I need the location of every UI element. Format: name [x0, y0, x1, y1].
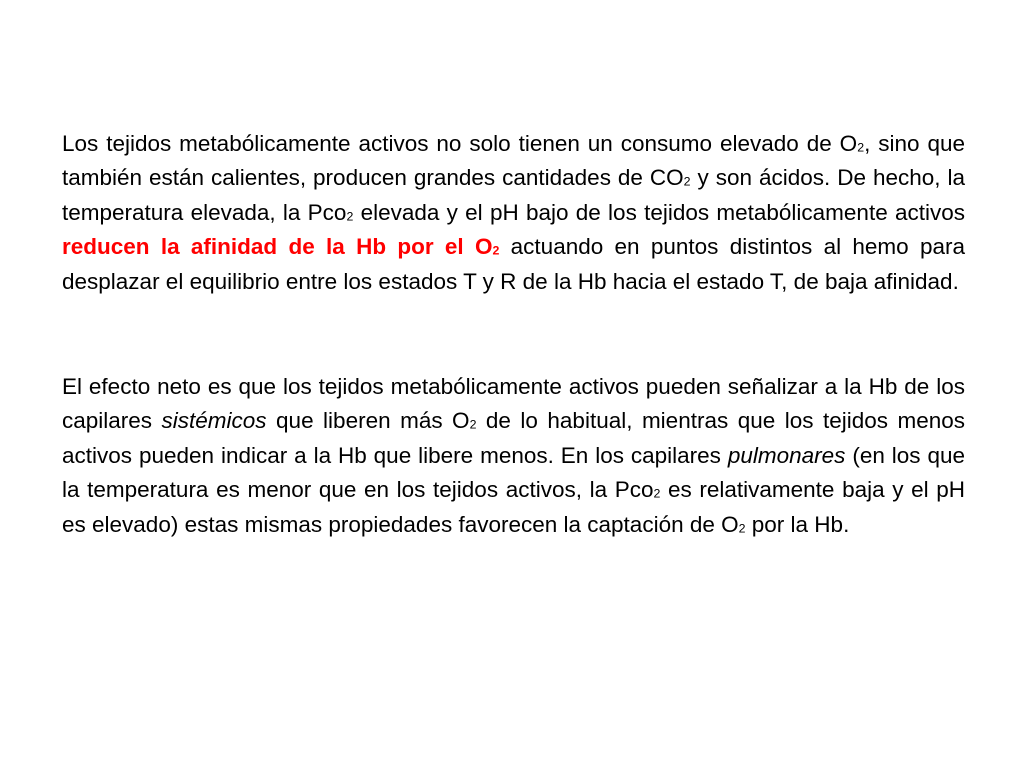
p1-subscript-1: 2 — [857, 140, 865, 155]
p1-text-5: actuando en puntos distintos al hemo para desplazar el equilibrio entre los estados T y R de la Hb hacia el estado T, de baja afinidad. — [62, 234, 965, 294]
p1-text-4: elevada y el pH bajo de los tejidos metabólicamente activos — [353, 199, 966, 225]
p2-subscript-1: 2 — [469, 418, 477, 433]
p1-highlight-text: reducen la afinidad de la Hb por el O — [62, 234, 493, 260]
p2-text-5: es relativamente baja y el pH es elevado) estas mismas propiedades favorecen la captación de O — [62, 477, 965, 537]
p1-highlight-subscript: 2 — [492, 243, 500, 258]
p2-text-6: por la Hb. — [745, 511, 850, 537]
paragraph-2 — [62, 370, 965, 542]
p1-text-3: y son ácidos. De hecho, la temperatura elevada, la Pco — [62, 165, 966, 225]
p2-italic-2: pulmonares — [727, 442, 846, 468]
p2-italic-1: sistémicos — [161, 408, 267, 434]
p2-subscript-3: 2 — [738, 521, 746, 536]
p1-text-2: , sino que también están calientes, producen grandes cantidades de CO — [62, 131, 965, 191]
p1-subscript-3: 2 — [346, 209, 354, 224]
p2-text-4: (en los que la temperatura es menor que en los tejidos activos, la Pco — [62, 442, 966, 503]
p1-subscript-2: 2 — [683, 175, 691, 190]
p2-text-1: El efecto neto es que los tejidos metabólicamente activos pueden señalizar a la Hb de los capilares — [62, 374, 965, 434]
p2-text-3: de lo habitual, mientras que los tejidos menos activos pueden indicar a la Hb que libere menos. En los capilares — [62, 408, 965, 468]
paragraph-1 — [62, 127, 965, 299]
p2-text-2: que liberen más O — [266, 408, 470, 434]
p1-highlight — [62, 234, 499, 259]
p1-text-1: Los tejidos metabólicamente activos no solo tienen un consumo elevado de O — [62, 131, 858, 156]
p2-subscript-2: 2 — [653, 486, 661, 501]
